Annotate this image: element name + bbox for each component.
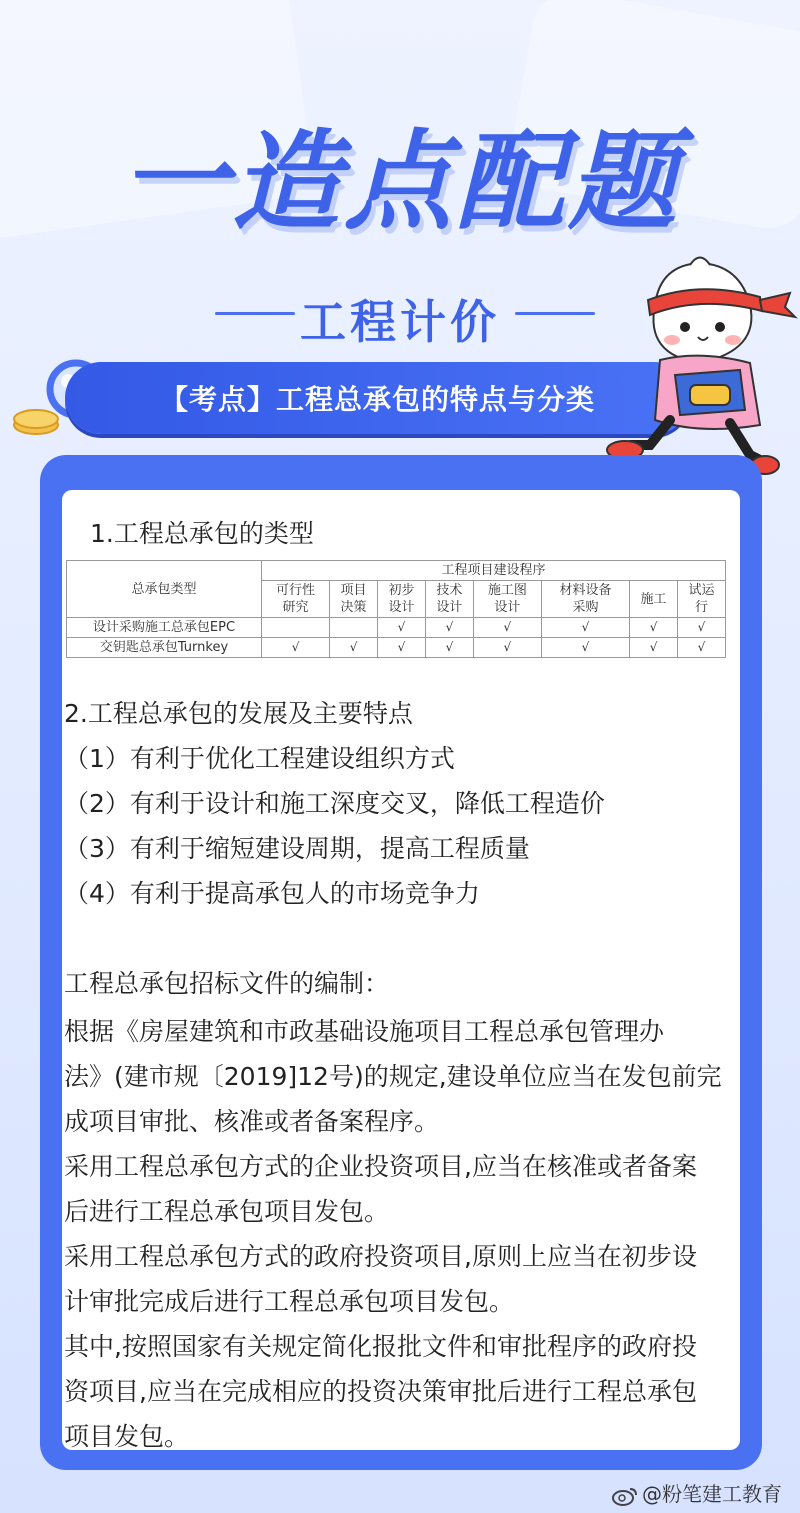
table-cell: √: [677, 618, 725, 638]
watermark: [612, 1478, 782, 1507]
table-cell: √: [262, 638, 330, 658]
row-label: 设计采购施工总承包EPC: [67, 618, 262, 638]
body-line: 其中,按照国家有关规定简化报批文件和审批程序的政府投: [64, 1332, 697, 1361]
section1-heading: 1.工程总承包的类型: [90, 519, 314, 548]
body-line: 资项目,应当在完成相应的投资决策审批后进行工程总承包: [64, 1377, 697, 1406]
table-row: [67, 618, 726, 638]
column-header: 施工: [630, 581, 678, 618]
body-line: 根据《房屋建筑和市政基础设施项目工程总承包管理办: [64, 1017, 665, 1046]
list-item: （4）有利于提高承包人的市场竞争力: [64, 879, 480, 908]
topic-banner: [65, 362, 690, 434]
body-line: 后进行工程总承包项目发包。: [64, 1197, 390, 1226]
body-line: 采用工程总承包方式的企业投资项目,应当在核准或者备案: [64, 1152, 697, 1181]
list-item: （1）有利于优化工程建设组织方式: [64, 744, 455, 773]
table-cell: √: [473, 638, 541, 658]
column-header: 试运 行: [677, 581, 725, 618]
list-item: （2）有利于设计和施工深度交叉，降低工程造价: [64, 789, 605, 818]
mascot-icon: [600, 245, 800, 485]
table-group-header: 工程项目建设程序: [262, 561, 726, 581]
column-header: 材料设备 采购: [541, 581, 629, 618]
page-title: 一造点配题: [119, 120, 680, 245]
body-line: 采用工程总承包方式的政府投资项目,原则上应当在初步设: [64, 1242, 697, 1271]
body-line: 计审批完成后进行工程总承包项目发包。: [64, 1287, 515, 1316]
table-cell: √: [677, 638, 725, 658]
table-cell: √: [377, 618, 425, 638]
table-cell: √: [330, 638, 378, 658]
subtitle: 工程计价: [300, 295, 500, 349]
table-row: [67, 638, 726, 658]
section2-heading: 2.工程总承包的发展及主要特点: [64, 699, 413, 728]
banner-text: 【考点】工程总承包的特点与分类: [159, 383, 595, 416]
column-header: 初步 设计: [377, 581, 425, 618]
watermark-handle: @粉笔建工教育: [642, 1482, 782, 1506]
column-header: 项目 决策: [330, 581, 378, 618]
body-line: 工程总承包招标文件的编制：: [64, 969, 390, 998]
body-line: 法》(建市规〔2019]12号)的规定,建设单位应当在发包前完: [64, 1062, 722, 1091]
table-header-row: [67, 561, 726, 581]
table-cell: √: [630, 638, 678, 658]
table-cell: √: [425, 618, 473, 638]
table-cell: [262, 618, 330, 638]
body-line: 项目发包。: [64, 1422, 190, 1451]
column-header: 施工图 设计: [473, 581, 541, 618]
contract-type-table: [66, 560, 726, 658]
table-cell: [330, 618, 378, 638]
table-cell: √: [541, 638, 629, 658]
table-cell: √: [377, 638, 425, 658]
row-label: 交钥匙总承包Turnkey: [67, 638, 262, 658]
body-line: 成项目审批、核准或者备案程序。: [64, 1107, 440, 1136]
table-cell: √: [473, 618, 541, 638]
table-corner-cell: 总承包类型: [67, 561, 262, 618]
column-header: 技术 设计: [425, 581, 473, 618]
table-cell: √: [541, 618, 629, 638]
table-cell: √: [630, 618, 678, 638]
table-cell: √: [425, 638, 473, 658]
weibo-icon: [612, 1486, 638, 1506]
column-header: 可行性 研究: [262, 581, 330, 618]
list-item: （3）有利于缩短建设周期，提高工程质量: [64, 834, 530, 863]
